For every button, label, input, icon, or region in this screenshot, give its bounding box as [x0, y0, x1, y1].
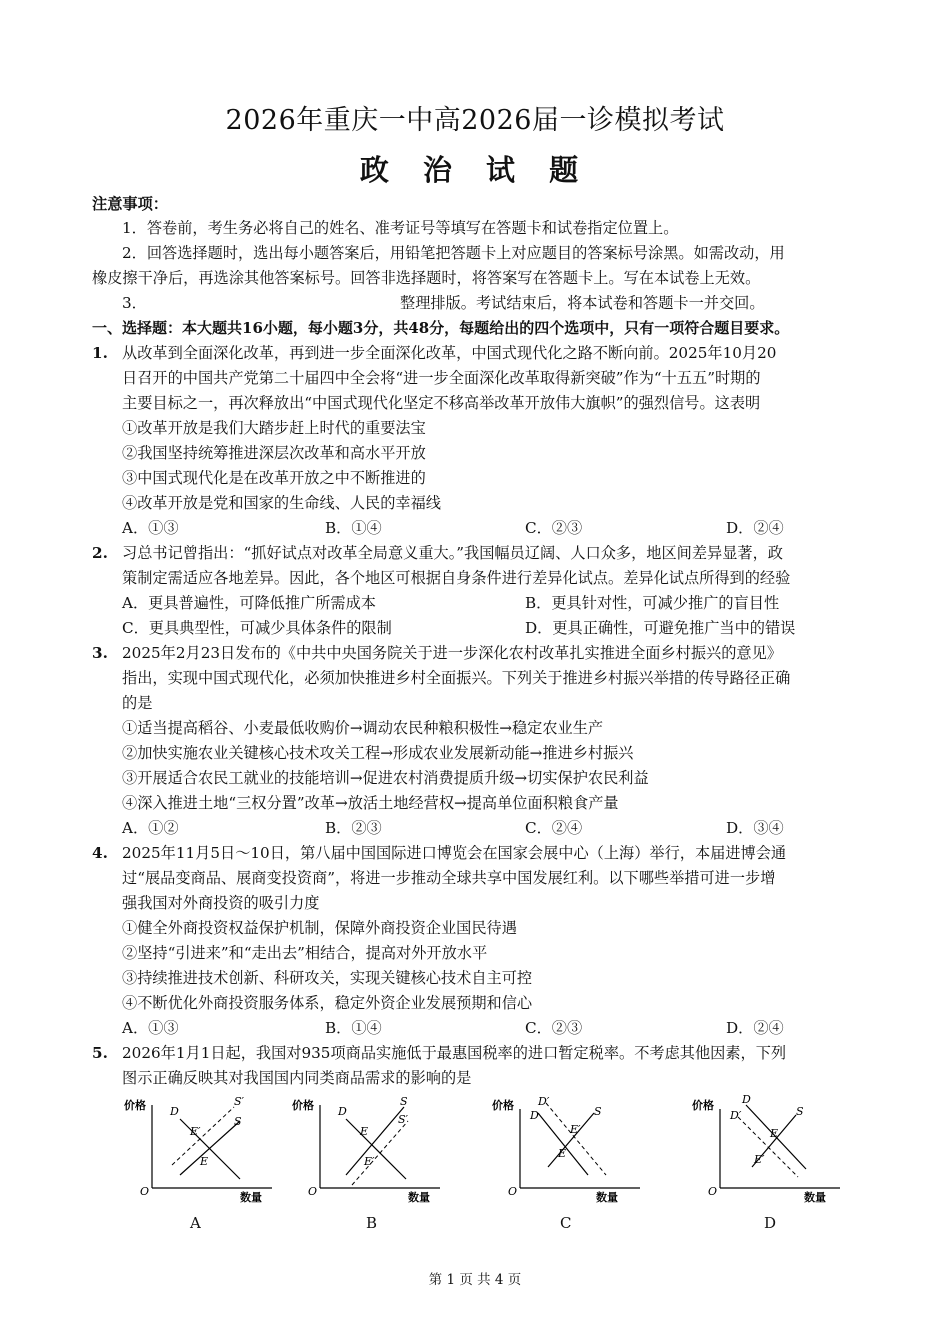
question-stem: 的是 [122, 694, 153, 712]
graph-a [122, 1093, 282, 1205]
option-b: B．①④ [325, 1019, 382, 1037]
option-b: B．②③ [325, 819, 382, 837]
statement: ④改革开放是党和国家的生命线、人民的幸福线 [122, 494, 441, 512]
question-number: 2. [92, 544, 108, 562]
supply-curve [346, 1107, 404, 1175]
question-number: 5. [92, 1044, 108, 1062]
notice-line: 整理排版。考试结束后，将本试卷和答题卡一并交回。 [400, 294, 765, 312]
y-axis-label: 价格 [292, 1099, 314, 1112]
page-footer: 第 1 页 共 4 页 [428, 1272, 522, 1288]
question-number: 4. [92, 844, 108, 862]
y-axis-label: 价格 [492, 1099, 514, 1112]
statement: ③开展适合农民工就业的技能培训→促进农村消费提质升级→切实保护农民利益 [122, 769, 649, 787]
graph-d [690, 1093, 850, 1205]
notice-line: 2．回答选择题时，选出每小题答案后，用铅笔把答题卡上对应题目的答案标号涂黑。如需改动，用 [122, 244, 785, 262]
svg-text:D: D [742, 1093, 751, 1106]
demand-curve-shifted [738, 1117, 798, 1177]
svg-text:S′: S′ [398, 1113, 409, 1126]
option-b: B．更具针对性，可减少推广的盲目性 [525, 594, 780, 612]
svg-text:D: D [530, 1109, 539, 1122]
option-a: A．①② [122, 819, 179, 837]
question-stem: 策制定需适应各地差异。因此，各个地区可根据自身条件进行差异化试点。差异化试点所得到的经验 [122, 569, 791, 587]
notice-line: 3． [122, 294, 147, 312]
y-axis-label: 价格 [692, 1099, 714, 1112]
option-c: C．②④ [525, 819, 583, 837]
graph-b [290, 1093, 450, 1205]
x-axis-label: 数量 [408, 1191, 430, 1204]
svg-text:E: E [558, 1147, 567, 1160]
graph-label-b: B [366, 1214, 378, 1232]
origin-label: O [308, 1185, 318, 1198]
statement: ③持续推进技术创新、科研攻关，实现关键核心技术自主可控 [122, 969, 533, 987]
svg-text:S: S [594, 1105, 602, 1118]
question-stem: 从改革到全面深化改革，再到进一步全面深化改革，中国式现代化之路不断向前。2025年10月20 [122, 344, 777, 362]
svg-text:D′: D′ [730, 1109, 742, 1122]
option-a: A．①③ [122, 1019, 179, 1037]
origin-label: O [708, 1185, 718, 1198]
option-d: D．更具正确性，可避免推广当中的错误 [525, 619, 796, 637]
question-stem: 2025年2月23日发布的《中共中央国务院关于进一步深化农村改革扎实推进全面乡村振兴的意见》 [122, 644, 782, 662]
svg-text:S: S [234, 1115, 242, 1128]
svg-text:E: E [200, 1155, 209, 1168]
question-number: 3. [92, 644, 108, 662]
option-d: D．②④ [726, 1019, 784, 1037]
question-stem: 2025年11月5日～10日，第八届中国国际进口博览会在国家会展中心（上海）举行，本届进博会通 [122, 844, 787, 862]
exam-subtitle: 政 治 试 题 [359, 153, 591, 187]
svg-text:D′: D′ [538, 1095, 550, 1108]
svg-text:D: D [338, 1105, 347, 1118]
svg-text:E: E [360, 1125, 369, 1138]
graph-label-a: A [190, 1214, 201, 1232]
x-axis-label: 数量 [240, 1191, 262, 1204]
exam-title: 2026年重庆一中高2026届一诊模拟考试 [225, 105, 725, 136]
question-stem: 强我国对外商投资的吸引力度 [122, 894, 320, 912]
graph-label-d: D [764, 1214, 777, 1232]
notice-line: 1．答卷前，考生务必将自己的姓名、准考证号等填写在答题卡和试卷指定位置上。 [122, 219, 679, 237]
question-stem: 图示正确反映其对我国国内同类商品需求的影响的是 [122, 1069, 472, 1087]
notice-line: 橡皮擦干净后，再选涂其他答案标号。回答非选择题时，将答案写在答题卡上。写在本试卷上无效。 [92, 269, 761, 287]
question-stem: 主要目标之一，再次释放出“中国式现代化坚定不移高举改革开放伟大旗帜”的强烈信号。这表明 [122, 394, 761, 412]
x-axis-label: 数量 [804, 1191, 826, 1204]
notice-heading: 注意事项： [92, 195, 168, 213]
option-d: D．③④ [726, 819, 784, 837]
option-a: A．①③ [122, 519, 179, 537]
statement: ①健全外商投资权益保护机制，保障外商投资企业国民待遇 [122, 919, 517, 937]
option-c: C．②③ [525, 1019, 583, 1037]
svg-text:E′: E′ [364, 1155, 375, 1168]
statement: ①适当提高稻谷、小麦最低收购价→调动农民种粮积极性→稳定农业生产 [122, 719, 604, 737]
svg-text:S′: S′ [234, 1095, 245, 1108]
statement: ②我国坚持统筹推进深层次改革和高水平开放 [122, 444, 426, 462]
option-b: B．①④ [325, 519, 382, 537]
question-stem: 2026年1月1日起，我国对935项商品实施低于最惠国税率的进口暂定税率。不考虑其他因素，下列 [122, 1044, 787, 1062]
demand-curve [346, 1119, 406, 1179]
statement: ④深入推进土地“三权分置”改革→放活土地经营权→提高单位面积粮食产量 [122, 794, 619, 812]
svg-text:D: D [170, 1105, 179, 1118]
supply-curve [548, 1113, 594, 1167]
option-c: C．②③ [525, 519, 583, 537]
svg-text:S: S [796, 1105, 804, 1118]
statement: ②坚持“引进来”和“走出去”相结合，提高对外开放水平 [122, 944, 488, 962]
statement: ④不断优化外商投资服务体系，稳定外资企业发展预期和信心 [122, 994, 533, 1012]
origin-label: O [140, 1185, 150, 1198]
question-number: 1. [92, 344, 108, 362]
section-heading: 一、选择题：本大题共16小题，每小题3分，共48分，每题给出的四个选项中，只有一项符合题目要求。 [92, 319, 790, 337]
x-axis-label: 数量 [596, 1191, 618, 1204]
graph-label-c: C [560, 1214, 572, 1232]
statement: ③中国式现代化是在改革开放之中不断推进的 [122, 469, 426, 487]
svg-text:E: E [770, 1127, 779, 1140]
statement: ①改革开放是我们大踏步赶上时代的重要法宝 [122, 419, 426, 437]
origin-label: O [508, 1185, 518, 1198]
graph-c [490, 1093, 650, 1205]
svg-text:E′: E′ [754, 1153, 765, 1166]
statement: ②加快实施农业关键核心技术攻关工程→形成农业发展新动能→推进乡村振兴 [122, 744, 634, 762]
option-a: A．更具普遍性，可降低推广所需成本 [122, 594, 376, 612]
question-stem: 指出，实现中国式现代化，必须加快推进乡村全面振兴。下列关于推进乡村振兴举措的传导路径正确 [122, 669, 791, 687]
question-stem: 日召开的中国共产党第二十届四中全会将“进一步全面深化改革取得新突破”作为“十五五”时期的 [122, 369, 761, 387]
y-axis-label: 价格 [124, 1099, 146, 1112]
svg-text:E′: E′ [570, 1123, 581, 1136]
option-d: D．②④ [726, 519, 784, 537]
option-c: C．更具典型性，可减少具体条件的限制 [122, 619, 392, 637]
svg-text:S: S [400, 1095, 408, 1108]
question-stem: 过“展品变商品、展商变投资商”，将进一步推动全球共享中国发展红利。以下哪些举措可进一步增 [122, 869, 776, 887]
svg-text:E′: E′ [190, 1125, 201, 1138]
question-stem: 习总书记曾指出：“抓好试点对改革全局意义重大。”我国幅员辽阔、人口众多，地区间差异显著，政 [122, 544, 783, 562]
